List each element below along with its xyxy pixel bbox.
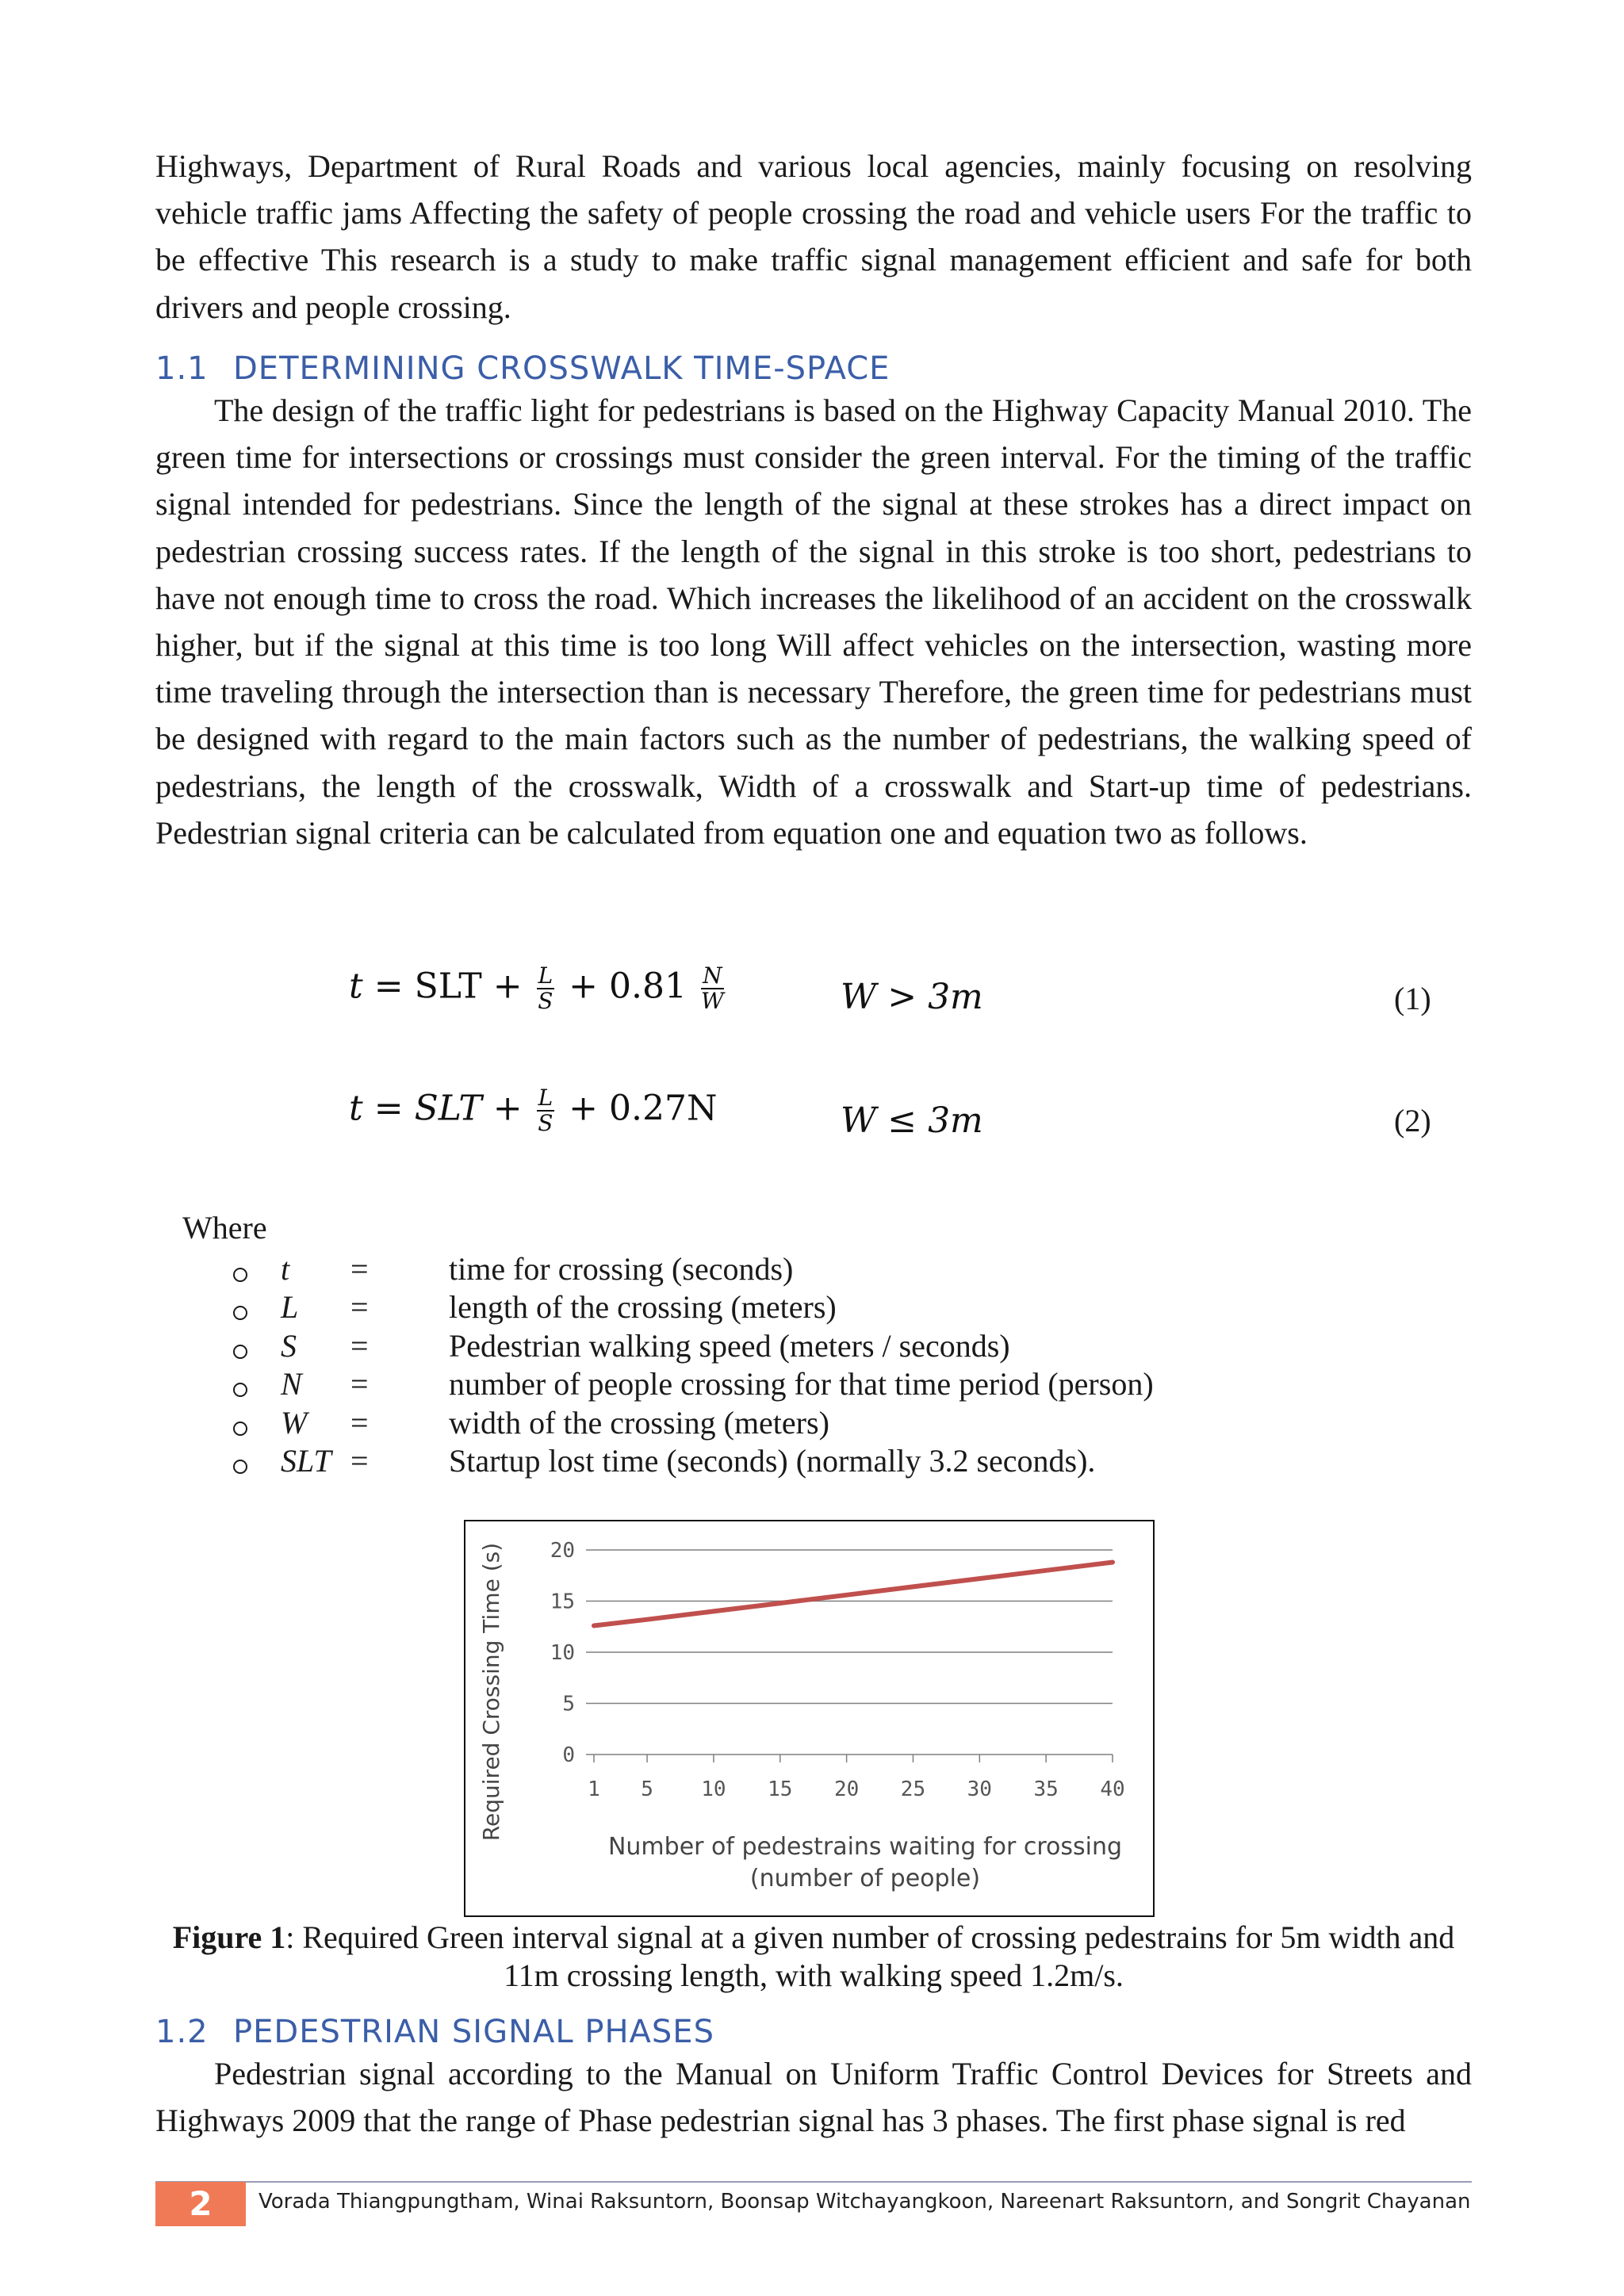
eq-fraction-n-w: $\frac{N}{W}$ <box>701 962 724 1014</box>
y-axis-label: Required Crossing Time (s) <box>478 1542 504 1842</box>
eq-fraction-l-s: $\frac{L}{S}$ <box>538 962 553 1014</box>
chart-series <box>594 1563 1113 1626</box>
footer-divider <box>155 2181 1472 2183</box>
x-axis-label-line1: Number of pedestrains waiting for crossing <box>607 1833 1123 1861</box>
equation-2-number: (2) <box>1394 1103 1431 1138</box>
x-tick-label: 25 <box>900 1777 926 1801</box>
y-tick-label: 15 <box>550 1590 575 1614</box>
eq-lhs: t <box>349 966 363 1007</box>
eq-plus: + <box>569 966 599 1007</box>
bullet-icon <box>233 1268 247 1282</box>
bullet-icon <box>233 1460 247 1474</box>
equation-2 <box>349 1086 718 1135</box>
x-tick-label: 1 <box>588 1777 600 1801</box>
where-label: Where <box>182 1210 267 1246</box>
x-tick-label: 20 <box>833 1777 860 1801</box>
page-number: 2 <box>155 2182 246 2226</box>
x-tick-label: 40 <box>1100 1777 1125 1801</box>
bullet-icon <box>233 1345 247 1359</box>
figure-caption-text: : Required Green interval signal at a given number of crossing pedestrains for 5m width and 11m crossing length, with walking speed 1.2m/s. <box>285 1919 1455 1993</box>
eq-plus: + <box>492 1088 523 1129</box>
section-1-2-body: Pedestrian signal according to the Manual on Uniform Traffic Control Devices for Streets and Highways 2009 that the range of Phase pedestrian signal has 3 phases. The first phase signal is red <box>155 2056 1472 2139</box>
section-title: DETERMINING CROSSWALK TIME-SPACE <box>233 350 891 387</box>
figure-label: Figure 1 <box>172 1919 286 1955</box>
eq-fraction-l-s: $\frac{L}{S}$ <box>538 1085 553 1136</box>
series-line <box>594 1563 1113 1626</box>
equation-1 <box>349 964 727 1013</box>
bullet-icon <box>233 1383 247 1397</box>
bullet-icon <box>233 1306 247 1320</box>
chart-x-ticks <box>588 1777 1124 1801</box>
x-tick-label: 5 <box>641 1777 653 1801</box>
eq-plus: + <box>492 966 523 1007</box>
eq-term: 0.27N <box>609 1088 718 1129</box>
y-tick-label: 5 <box>562 1692 575 1716</box>
eq-plus: + <box>569 1088 599 1129</box>
x-tick-label: 35 <box>1033 1777 1059 1801</box>
bullet-icon <box>233 1422 247 1436</box>
equation-1-condition: W > 3m <box>841 977 983 1017</box>
eq-slt: SLT <box>414 1088 482 1129</box>
section-number: 1.2 <box>155 2014 209 2050</box>
footer-authors: Vorada Thiangpungtham, Winai Raksuntorn, Boonsap Witchayangkoon, Nareenart Raksuntorn, and Songrit Chayanan <box>259 2190 1471 2214</box>
chart-y-ticks <box>550 1539 575 1767</box>
x-tick-label: 30 <box>967 1777 992 1801</box>
x-axis-label-line2: (number of people) <box>749 1865 981 1892</box>
y-tick-label: 0 <box>562 1743 575 1767</box>
y-tick-label: 20 <box>550 1539 575 1563</box>
document-page: Highways, Department of Rural Roads and various local agencies, mainly focusing on resolving vehicle traffic jams Affecting the safety of people crossing the road and vehicle users For the traffic to be effective This research is a study to make traffic signal management efficient and safe for both drivers and people crossing. 1.1 DETERMINING CROSSWALK TIME-SPACE The design of the traffic light for pedestrians is based on the Highway Capacity Manual 2010. The green time for intersections or crossings must consider the green interval. For the timing of the traffic signal intended for pedestrians. Since the length of the signal at these strokes has a direct impact on pedestrian crossing success rates. If the length of the signal in this stroke is too short, pedestrians to have not enough time to cross the road. Which increases the likelihood of an accident on the crosswalk higher, but if the signal at this time is too long Will affect vehicles on the intersection, wasting more time traveling through the intersection than is necessary Therefore, the green time for pedestrians must be designed with regard to the main factors such as the number of pedestrians, the walking speed of pedestrians, the length of the crosswalk, Width of a crosswalk and Start-up time of pedestrians. Pedestrian signal criteria can be calculated from equation one and equation two as follows. t = SLT + $\frac{L}{S}$ + 0.81 $\frac{N}{W}$ W > 3m (1) t = SLT + $\frac{L}{S}$ + 0.27N W ≤ 3m (2) Where t = time for crossing (seconds) L = length of the crossing (meters) S = Pedestrian walking speed (meters / seconds) N = number of people crossing for that time period (person) W = width of the crossing (meters) SLT = Startup lost time (seconds) (normally 3.2 seconds). 0 5 10 15 20 1 5 10 15 20 25 30 35 40 Required Crossing Time (s) Number of pedestrains waiting for crossing (number of people) Figure 1: Required Green interval signal at a given number of crossing pedestrains for 5m width and 11m crossing length, with walking speed 1.2m/s. 1.2 PEDESTRIAN SIGNAL PHASES Pedestrian signal according to the Manual on Uniform Traffic Control Devices for Streets and Highways 2009 that the range of Phase pedestrian signal has 3 phases. The first phase signal is red 2 Vorada Thiangpungtham, Winai Raksuntorn, Boonsap Witchayangkoon, Nareenart Raksuntorn, and Songrit Chayanan <box>0 0 1624 2296</box>
x-tick-label: 15 <box>768 1777 793 1801</box>
intro-paragraph: Highways, Department of Rural Roads and various local agencies, mainly focusing on resolving vehicle traffic jams Affecting the safety of people crossing the road and vehicle users For the traffic to be effective This research is a study to make traffic signal management efficient and safe for both drivers and people crossing. <box>155 148 1472 325</box>
figure-1-chart <box>464 1520 1155 1917</box>
y-tick-label: 10 <box>550 1641 575 1665</box>
section-heading-1-1 <box>155 350 890 387</box>
section-1-1-body: The design of the traffic light for pedestrians is based on the Highway Capacity Manual 2010. The green time for intersections or crossings must consider the green interval. For the timing of the traffic signal intended for pedestrians. Since the length of the signal at these strokes has a direct impact on pedestrian crossing success rates. If the length of the signal in this stroke is too short, pedestrians to have not enough time to cross the road. Which increases the likelihood of an accident on the crosswalk higher, but if the signal at this time is too long Will affect vehicles on the intersection, wasting more time traveling through the intersection than is necessary Therefore, the green time for pedestrians must be designed with regard to the main factors such as the number of pedestrians, the walking speed of pedestrians, the length of the crosswalk, Width of a crosswalk and Start-up time of pedestrians. Pedestrian signal criteria can be calculated from equation one and equation two as follows. <box>155 392 1472 851</box>
eq-equals: = <box>373 966 404 1007</box>
eq-slt: SLT <box>414 966 482 1007</box>
section-title: PEDESTRIAN SIGNAL PHASES <box>233 2014 714 2050</box>
section-heading-1-2 <box>155 2014 714 2050</box>
eq-equals: = <box>373 1088 404 1129</box>
section-number: 1.1 <box>155 350 209 387</box>
eq-lhs: t <box>349 1088 363 1129</box>
x-tick-label: 10 <box>701 1777 726 1801</box>
figure-caption <box>155 1919 1472 1995</box>
line-chart <box>465 1521 1152 1915</box>
equation-2-condition: W ≤ 3m <box>841 1100 983 1141</box>
chart-axes <box>586 1550 1113 1762</box>
equation-1-number: (1) <box>1394 981 1431 1016</box>
eq-coefficient: 0.81 <box>609 966 687 1007</box>
